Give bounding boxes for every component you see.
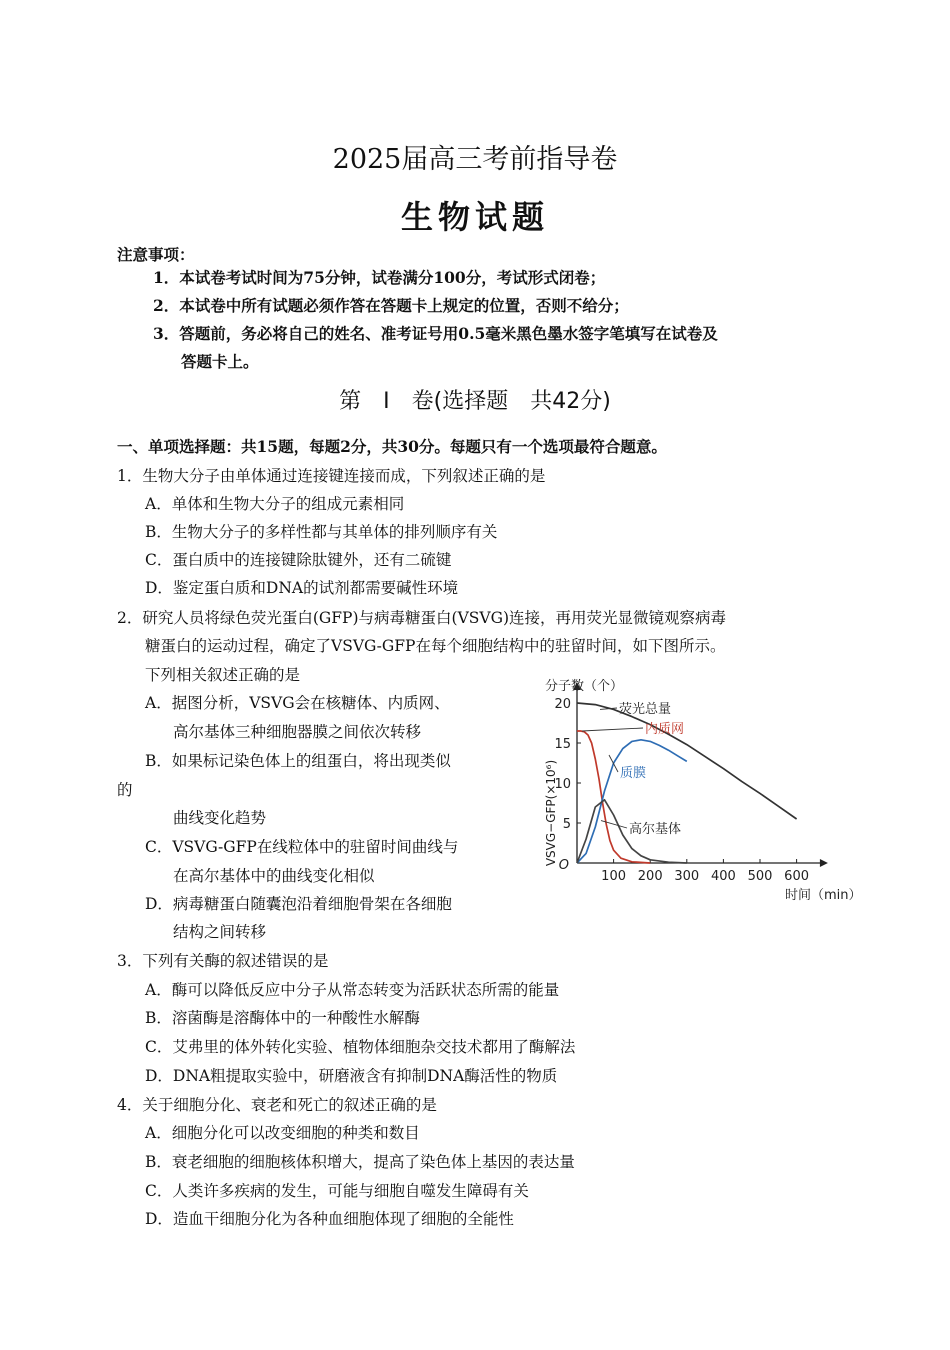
question-stem: 3．下列有关酶的叙述错误的是 [117,952,329,970]
option-a: A．酶可以降低反应中分子从常态转变为活跃状态所需的能量 [145,981,560,999]
question-stem: 4．关于细胞分化、衰老和死亡的叙述正确的是 [117,1096,437,1114]
vsvg-gfp-chart [535,675,875,905]
series-label: 高尔基体 [629,822,682,837]
option-b-cont: 曲线变化趋势 [173,809,267,827]
section-title: 第 Ⅰ 卷(选择题 共42分) [339,389,611,414]
section-instruction: 一、单项选择题：共15题，每题2分，共30分。每题只有一个选项最符合题意。 [117,437,667,456]
exam-title: 2025届高三考前指导卷 [332,144,618,175]
option-b: B．溶菌酶是溶酶体中的一种酸性水解酶 [145,1009,420,1027]
y-tick-label: 15 [554,737,571,752]
x-tick-label: 100 [601,869,627,884]
series-label: 质膜 [620,766,647,781]
y-axis-label: VSVG−GFP(×10⁶) [544,759,558,867]
notice-item: 1．本试卷考试时间为75分钟，试卷满分100分，考试形式闭卷； [153,268,606,287]
series-line [577,740,687,863]
option-b: B．生物大分子的多样性都与其单体的排列顺序有关 [145,523,498,541]
series-line [577,731,650,863]
option-c: C．艾弗里的体外转化实验、植物体细胞杂交技术都用了酶解法 [145,1038,576,1056]
series-leader-line [582,728,643,731]
x-tick-label: 600 [784,869,810,884]
chart-top-label: 分子数（个） [545,679,624,694]
option-b: B．衰老细胞的细胞核体积增大，提高了染色体上基因的表达量 [145,1153,575,1171]
question-stem: 1．生物大分子由单体通过连接键连接而成，下列叙述正确的是 [117,467,546,485]
x-axis-arrow [820,859,828,867]
subject-title: 生物试题 [400,198,549,236]
x-tick-label: 200 [637,869,663,884]
option-c-cont: 在高尔基体中的曲线变化相似 [173,867,375,885]
option-c: C．蛋白质中的连接键除肽键外，还有二硫键 [145,551,452,569]
option-c: C．人类许多疾病的发生，可能与细胞自噬发生障碍有关 [145,1182,529,1200]
x-tick-label: 500 [747,869,773,884]
option-d: D．病毒糖蛋白随囊泡沿着细胞骨架在各细胞 [145,895,452,913]
option-b-wrap: 的 [117,781,133,799]
x-tick-label: 300 [674,869,700,884]
option-d: D．DNA粗提取实验中，研磨液含有抑制DNA酶活性的物质 [145,1067,558,1085]
question-stem: 2．研究人员将绿色荧光蛋白(GFP)与病毒糖蛋白(VSVG)连接，再用荧光显微镜观察病毒 [117,609,727,627]
y-tick-label: 10 [554,777,571,792]
y-tick-label: 5 [562,817,571,832]
question-stem: 糖蛋白的运动过程，确定了VSVG-GFP在每个细胞结构中的驻留时间，如下图所示。 [145,637,726,655]
notice-heading: 注意事项： [117,245,195,264]
x-tick-label: 400 [710,869,736,884]
option-c: C．VSVG-GFP在线粒体中的驻留时间曲线与 [145,838,459,856]
series-label: 内质网 [645,722,685,737]
option-b: B．如果标记染色体上的组蛋白，将出现类似 [145,752,451,770]
option-a: A．单体和生物大分子的组成元素相同 [145,495,405,513]
origin-label: O [558,858,569,873]
series-label: 荧光总量 [619,702,672,717]
x-axis-label: 时间（min） [785,888,862,903]
option-a: A．据图分析，VSVG会在核糖体、内质网、 [145,694,450,712]
question-stem: 下列相关叙述正确的是 [145,666,301,684]
notice-item: 答题卡上。 [181,352,259,371]
option-d-cont: 结构之间转移 [173,923,267,941]
option-d: D．鉴定蛋白质和DNA的试剂都需要碱性环境 [145,579,459,597]
y-tick-label: 20 [554,697,571,712]
option-a-cont: 高尔基体三种细胞器膜之间依次转移 [173,723,422,741]
notice-item: 2．本试卷中所有试题必须作答在答题卡上规定的位置，否则不给分； [153,296,629,315]
notice-item: 3．答题前，务必将自己的姓名、准考证号用0.5毫米黑色墨水签字笔填写在试卷及 [153,324,718,343]
option-d: D．造血干细胞分化为各种血细胞体现了细胞的全能性 [145,1210,514,1228]
series-leader-line [601,821,627,828]
option-a: A．细胞分化可以改变细胞的种类和数目 [145,1124,420,1142]
